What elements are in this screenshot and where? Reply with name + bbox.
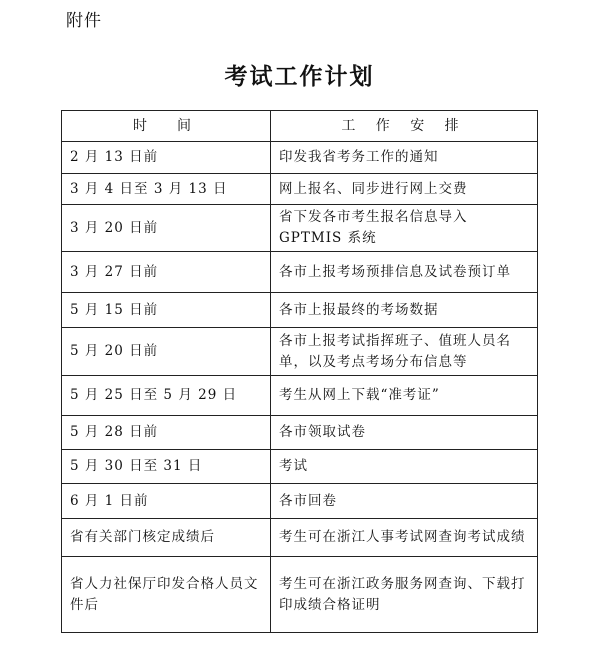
task-cell: 考试 [271,450,538,484]
task-cell: 各市上报考场预排信息及试卷预订单 [271,252,538,293]
task-cell: 考生可在浙江人事考试网查询考试成绩 [271,519,538,557]
time-cell: 省人力社保厅印发合格人员文件后 [62,557,271,633]
table-row [62,205,538,252]
table-header-row [62,111,538,142]
table-row [62,252,538,293]
task-cell: 各市领取试卷 [271,416,538,450]
task-cell: 印发我省考务工作的通知 [271,142,538,174]
column-header-task: 工 作 安 排 [271,111,538,142]
table-row [62,519,538,557]
page-title: 考试工作计划 [224,63,375,90]
time-cell: 省有关部门核定成绩后 [62,519,271,557]
schedule-table [61,110,538,633]
time-cell: 5 月 25 日至 5 月 29 日 [62,376,271,416]
time-cell: 5 月 15 日前 [62,293,271,328]
column-header-time: 时 间 [62,111,271,142]
table-row [62,174,538,205]
task-cell: 省下发各市考生报名信息导入 GPTMIS 系统 [271,205,538,252]
time-cell: 5 月 20 日前 [62,328,271,376]
table-row [62,142,538,174]
time-cell: 3 月 4 日至 3 月 13 日 [62,174,271,205]
task-cell: 考生从网上下载“准考证” [271,376,538,416]
time-cell: 5 月 28 日前 [62,416,271,450]
task-cell: 各市上报考试指挥班子、值班人员名单，以及考点考场分布信息等 [271,328,538,376]
table-row [62,557,538,633]
table-row [62,293,538,328]
task-cell: 网上报名、同步进行网上交费 [271,174,538,205]
table-row [62,450,538,484]
attachment-label: 附件 [66,11,102,31]
time-cell: 3 月 20 日前 [62,205,271,252]
time-cell: 6 月 1 日前 [62,484,271,519]
table-row [62,328,538,376]
table-row [62,416,538,450]
task-cell: 各市上报最终的考场数据 [271,293,538,328]
time-cell: 2 月 13 日前 [62,142,271,174]
table-row [62,376,538,416]
time-cell: 3 月 27 日前 [62,252,271,293]
task-cell: 各市回卷 [271,484,538,519]
table-row [62,484,538,519]
time-cell: 5 月 30 日至 31 日 [62,450,271,484]
task-cell: 考生可在浙江政务服务网查询、下载打印成绩合格证明 [271,557,538,633]
